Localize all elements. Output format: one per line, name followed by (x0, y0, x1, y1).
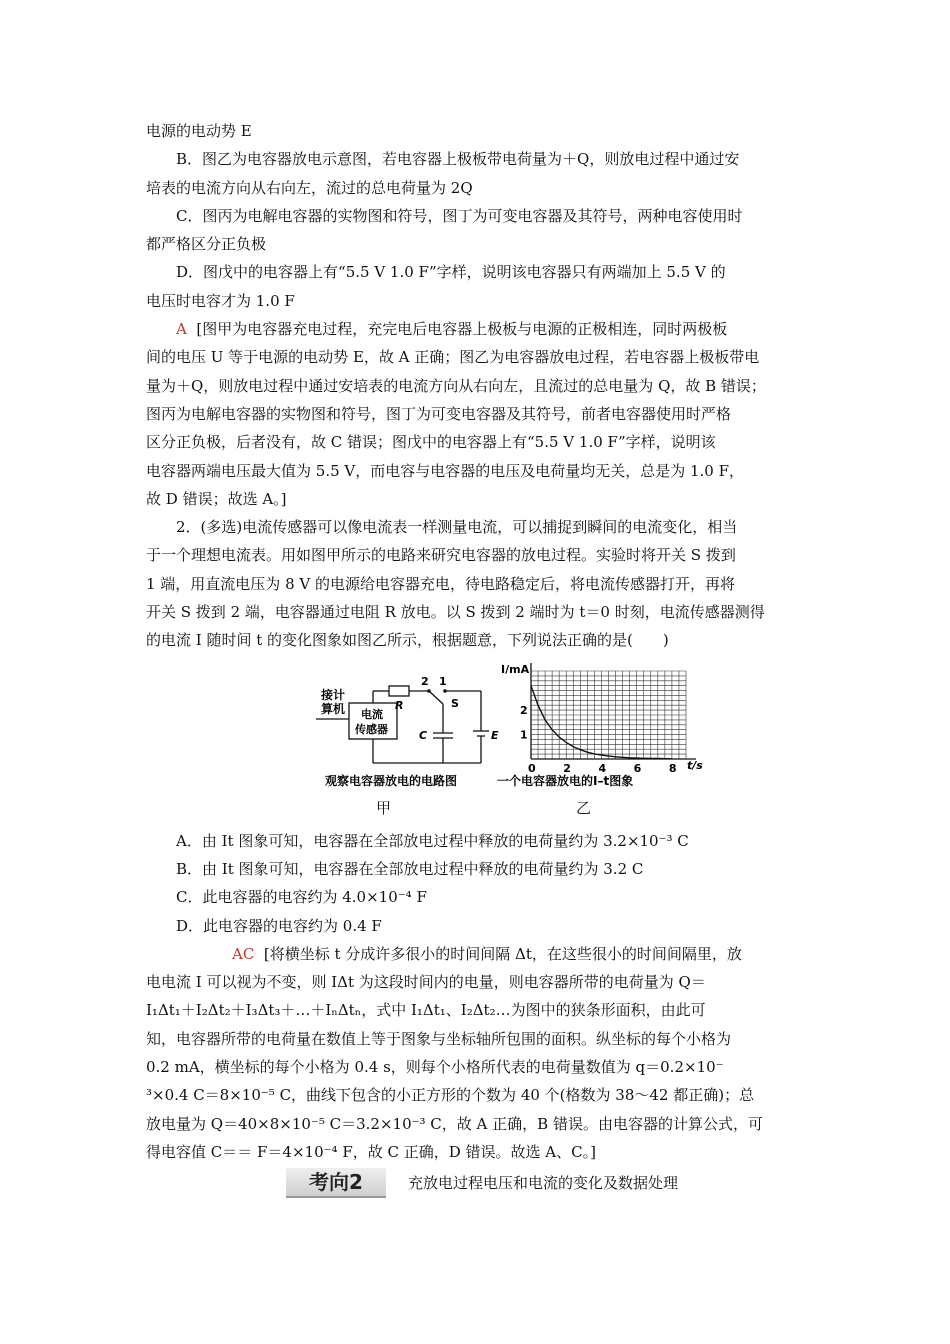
question-2-line: 2．(多选)电流传感器可以像电流表一样测量电流，可以捕捉到瞬间的电流变化，相当 (176, 518, 738, 537)
figure-b-label: 乙 (576, 798, 592, 817)
section-tag: 考向2 (286, 1168, 386, 1198)
question-2-line: 1 端，用直流电压为 8 V 的电源给电容器充电，待电路稳定后，将电流传感器打开，再将 (146, 574, 735, 593)
answer-2-line: 知，电容器所带的电荷量在数值上等于图象与坐标轴所包围的面积。纵坐标的每个小格为 (146, 1029, 732, 1048)
capacitor-label: C (419, 728, 428, 742)
circuit-diagram (311, 659, 511, 819)
option-d-line: D．图戊中的电容器上有“5.5 V 1.0 F”字样，说明该电容器只有两端加上 5.5 V 的 (176, 263, 726, 282)
section-header (286, 1168, 766, 1198)
figure-row (146, 659, 806, 827)
resistor-symbol (389, 686, 409, 696)
option-b: B．由 It 图象可知，电容器在全部放电过程中释放的电荷量约为 3.2 C (176, 859, 644, 878)
y-tick-label: 1 (520, 728, 528, 742)
question-2-line: 于一个理想电流表。用如图甲所示的电路来研究电容器的放电过程。实验时将开关 S 拨到 (146, 546, 736, 565)
text-line: 培表的电流方向从右向左，流过的总电荷量为 2Q (146, 178, 473, 197)
text-line: 电源的电动势 E (146, 122, 252, 140)
answer-2-line: 得电容值 C＝＝ F＝4×10⁻⁴ F，故 C 正确，D 错误。故选 A、C。] (146, 1142, 596, 1161)
question-2-line: 的电流 I 随时间 t 的变化图象如图乙所示，根据题意，下列说法正确的是( ) (146, 631, 669, 650)
y-axis-label: I/mA (501, 662, 530, 676)
answer-1-line: 量为＋Q，则放电过程中通过安培表的电流方向从右向左，且流过的总电量为 Q，故 B 错误； (146, 376, 766, 395)
x-tick-label: 6 (633, 761, 642, 775)
answer-1-line: 区分正负极，后者没有，故 C 错误；图戊中的电容器上有“5.5 V 1.0 F”字样，说明该 (146, 433, 716, 452)
terminal-2-label: 2 (421, 674, 429, 688)
option-c-line: C．图丙为电解电容器的实物图和符号，图丁为可变电容器及其符号，两种电容使用时 (176, 206, 743, 225)
option-b-line: B．图乙为电容器放电示意图，若电容器上极板带电荷量为＋Q，则放电过程中通过安 (176, 150, 740, 169)
answer-1-line: 故 D 错误；故选 A。] (146, 489, 287, 508)
chart-caption: 一个电容器放电的I–t图象 (497, 773, 634, 788)
document-body (146, 117, 806, 1166)
y-tick-label: 2 (520, 703, 528, 717)
x-tick-label: 4 (598, 761, 607, 775)
it-chart (497, 659, 703, 819)
answer-1-letter: A (176, 320, 187, 339)
chart-grid (531, 671, 686, 759)
x-tick-label: 2 (563, 761, 571, 775)
answer-1-line: 电容器两端电压最大值为 5.5 V，而电容与电容器的电压及电荷量均无关，总是为 1.0 F， (146, 461, 745, 480)
answer-2-line: I₁Δt₁＋I₂Δt₂＋I₃Δt₃＋…＋IₙΔtₙ，式中 I₁Δt₁、I₂Δt₂…为图中的狭条形面积，由此可 (146, 1001, 706, 1020)
section-title: 充放电过程电压和电流的变化及数据处理 (408, 1174, 679, 1192)
answer-2-first-line (146, 940, 806, 968)
resistor-label: R (395, 698, 404, 712)
x-tick-label: 8 (668, 761, 677, 775)
battery-label: E (491, 728, 499, 742)
option-d: D．此电容器的电容约为 0.4 F (176, 916, 382, 935)
answer-1-line: 图丙为电解电容器的实物图和符号，图丁为可变电容器及其符号，前者电容器使用时严格 (146, 404, 732, 423)
answer-1-first-line (146, 315, 806, 343)
answer-2-letter: AC (232, 944, 255, 963)
answer-1-text: [图甲为电容器充电过程，充完电后电容器上极板与电源的正极相连，同时两极板 (196, 320, 728, 339)
x-axis-label: t/s (687, 758, 703, 772)
answer-2-line: 放电量为 Q＝40×8×10⁻⁵ C＝3.2×10⁻³ C，故 A 正确，B 错误。由电容器的计算公式，可 (146, 1114, 763, 1133)
option-c: C．此电容器的电容约为 4.0×10⁻⁴ F (176, 888, 427, 907)
option-a: A．由 It 图象可知，电容器在全部放电过程中释放的电荷量约为 3.2×10⁻³ C (176, 831, 689, 850)
text-line: 都严格区分正负极 (146, 235, 267, 254)
computer-label: 算机 (321, 701, 346, 716)
computer-label: 接计 (321, 687, 346, 702)
x-tick-label: 0 (528, 761, 536, 775)
question-2-line: 开关 S 拨到 2 端，电容器通过电阻 R 放电。以 S 拨到 2 端时为 t＝0 时刻，电流传感器测得 (146, 603, 765, 622)
answer-1-line: 间的电压 U 等于电源的电动势 E，故 A 正确；图乙为电容器放电过程，若电容器上极板带电 (146, 348, 760, 367)
sensor-label: 电流 (361, 707, 383, 721)
text-line: 电压时电容才为 1.0 F (146, 291, 295, 310)
answer-2-text: [将横坐标 t 分成许多很小的时间间隔 Δt，在这些很小的时间间隔里，放 (263, 944, 742, 963)
figure-a-label: 甲 (376, 798, 392, 817)
answer-2-line: 0.2 mA，横坐标的每个小格为 0.4 s，则每个小格所代表的电荷量数值为 q＝0.2×10⁻ (146, 1058, 724, 1077)
answer-2-line: 电电流 I 可以视为不变，则 IΔt 为这段时间内的电量，则电容器所带的电荷量为 Q＝ (146, 973, 706, 992)
answer-2-line: ³×0.4 C＝8×10⁻⁵ C，曲线下包含的小正方形的个数为 40 个(格数为 38～42 都正确)；总 (146, 1086, 755, 1105)
circuit-caption: 观察电容器放电的电路图 (325, 773, 458, 788)
terminal-1-label: 1 (439, 674, 447, 688)
sensor-label: 传感器 (355, 722, 388, 736)
switch-label: S (451, 696, 459, 710)
